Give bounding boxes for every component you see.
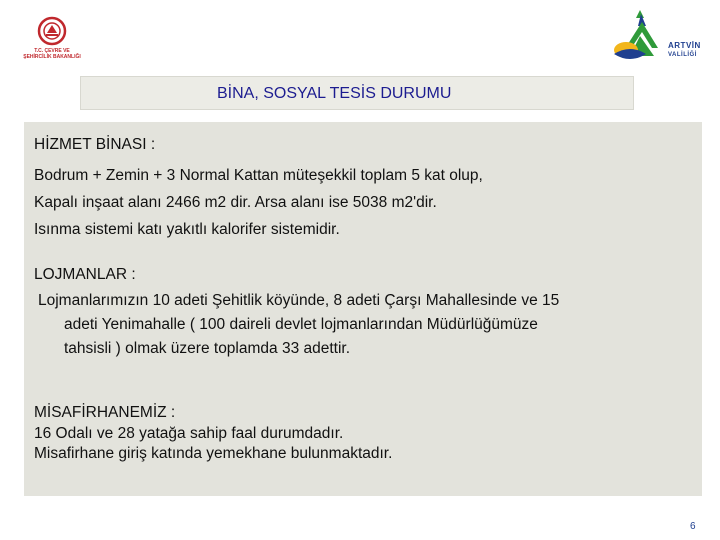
page-number: 6 [690,521,696,532]
ministry-caption-line1: T.C. ÇEVRE VE [34,48,70,54]
hizmet-line-3: Isınma sistemi katı yakıtlı kalorifer sistemidir. [34,221,340,238]
ministry-logo-caption [20,48,84,60]
lojman-line-2: adeti Yenimahalle ( 100 daireli devlet lojmanlarından Müdürlüğümüze [64,316,538,333]
section-heading-misafirhane: MİSAFİRHANEMİZ : [34,404,176,421]
governorship-logo [610,8,710,68]
content-panel [24,122,702,496]
lojman-line-1: Lojmanlarımızın 10 adeti Şehitlik köyünde, 8 adeti Çarşı Mahallesinde ve 15 [38,292,560,309]
artvin-brand-line1: ARTVİN [668,41,701,50]
section-heading-hizmet: HİZMET BİNASI : [34,136,156,153]
artvin-brand-line2: VALİLİĞİ [668,52,697,58]
ministry-emblem-icon [20,14,84,48]
hizmet-line-1: Bodrum + Zemin + 3 Normal Kattan müteşekkil toplam 5 kat olup, [34,167,483,184]
artvin-mountain-icon [610,8,670,68]
hizmet-line-2: Kapalı inşaat alanı 2466 m2 dir. Arsa alanı ise 5038 m2'dir. [34,194,437,211]
lojman-line-3: tahsisli ) olmak üzere toplamda 33 adettir. [64,340,351,357]
misafirhane-line-2: Misafirhane giriş katında yemekhane bulunmaktadır. [34,445,393,462]
ministry-caption-line2: ŞEHİRCİLİK BAKANLIĞI [23,54,81,60]
page-title: BİNA, SOSYAL TESİS DURUMU [217,85,452,102]
ministry-logo [20,14,84,64]
title-bar [80,76,634,110]
section-heading-lojman: LOJMANLAR : [34,266,136,283]
misafirhane-line-1: 16 Odalı ve 28 yatağa sahip faal durumdadır. [34,425,344,442]
